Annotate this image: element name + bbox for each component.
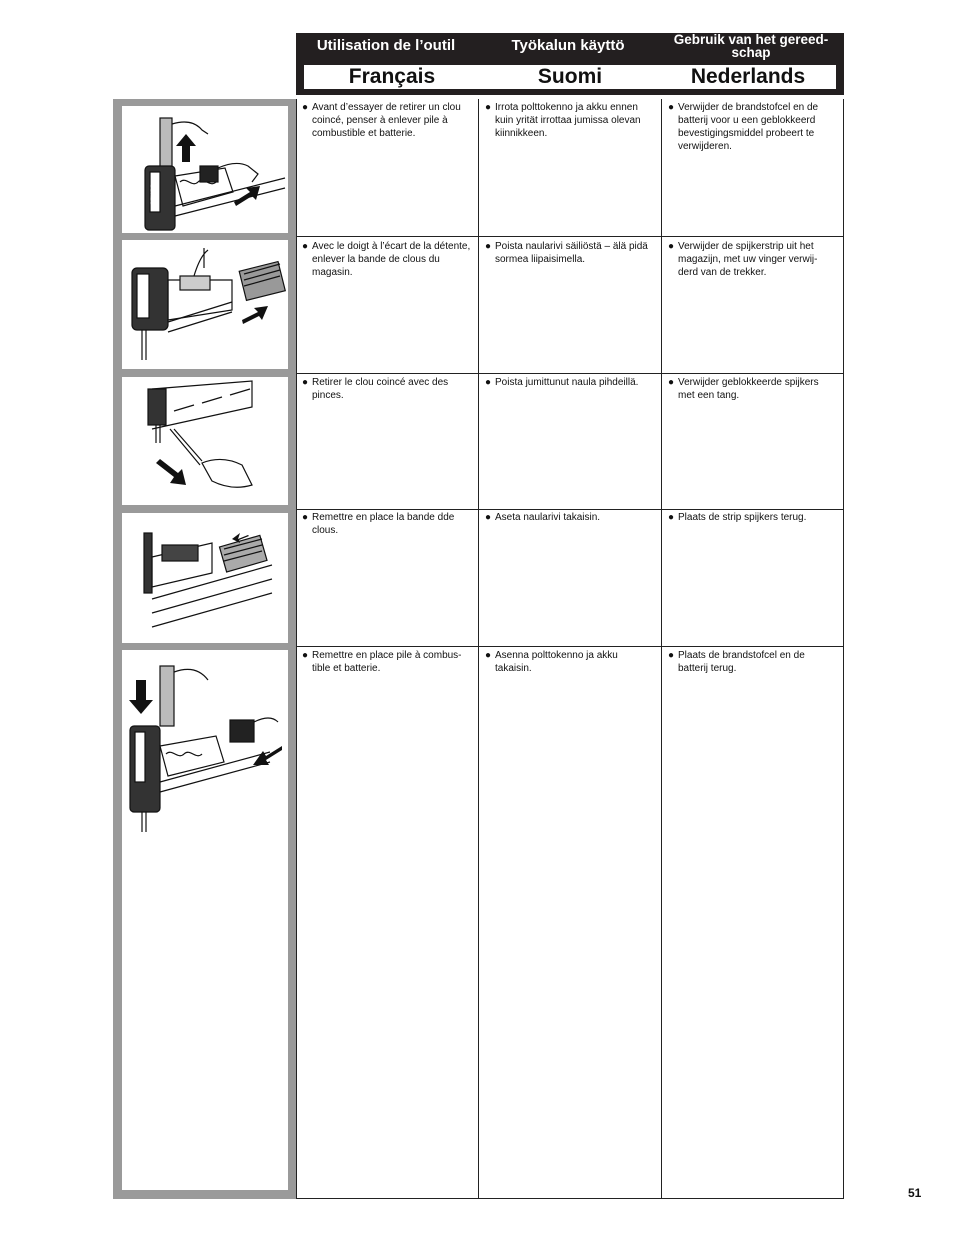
illustration-step-4 [122,513,288,643]
bullet-icon: ● [302,377,309,388]
table-header [296,33,844,95]
step-3-nl: ● Verwijder geblokkeerde spijkers met een tang. [668,377,819,401]
brand-label: SENCO [138,754,144,776]
instruction-table [296,99,844,1199]
step-1-fi: ● Irrota polttokenno ja akku ennen kuin yrität irrottaa jumissa olevan kiinnikkeen. [485,102,641,139]
illustration-column [113,99,296,1199]
step-1-nl: ● Verwijder de brandstofcel en de batterij voor u een geblokkeerd bevestigingsmiddel probeert te verwijderen. [668,102,819,152]
bullet-icon: ● [485,512,492,523]
col-title-fi: Työkalun käyttö [511,37,625,54]
step-3-fi: ● Poista jumittunut naula pihdeillä. [485,377,639,388]
language-band [304,65,836,89]
lang-dutch: Nederlands [690,65,806,88]
illustration-step-5 [122,650,288,1190]
page-number: 51 [908,1186,922,1200]
step-5-fi: ● Asenna polttokenno ja akku takaisin. [485,650,618,674]
lang-french: Français [348,65,436,88]
col-title-nl: Gebruik van het gereed- schap [673,32,829,60]
brand-label: SENCO [151,183,157,205]
bullet-icon: ● [485,102,492,113]
bullet-icon: ● [302,512,309,523]
step-4-nl: ● Plaats de strip spijkers terug. [668,512,807,523]
step-5-fr: ● Remettre en place pile à combus-tible et batterie. [302,650,462,674]
step-4-fr: ● Remettre en place la bande dde clous. [302,512,455,536]
illustration-step-3 [122,377,288,505]
step-1-fr: ● Avant d’essayer de retirer un clou coincé, penser à enlever pile à combustible et batterie. [302,102,461,139]
bullet-icon: ● [302,241,309,252]
bullet-icon: ● [668,650,675,661]
bullet-icon: ● [668,512,675,523]
bullet-icon: ● [668,102,675,113]
col-title-fr: Utilisation de l’outil [316,37,456,54]
bullet-icon: ● [302,102,309,113]
step-3-fr: ● Retirer le clou coincé avec des pinces. [302,377,449,401]
step-2-fr: ● Avec le doigt à l’écart de la détente, enlever la bande de clous du magasin. [302,241,471,278]
bullet-icon: ● [668,377,675,388]
illustration-step-1 [122,106,288,233]
arrow-right-icon [234,186,260,206]
step-4-fi: ● Aseta naularivi takaisin. [485,512,601,523]
lang-finnish: Suomi [537,65,603,88]
step-2-fi: ● Poista naularivi säiliöstä – älä pidä sormea liipaisimella. [485,241,648,265]
bullet-icon: ● [302,650,309,661]
bullet-icon: ● [668,241,675,252]
arrow-up-icon [176,134,196,162]
bullet-icon: ● [485,377,492,388]
arrow-down-right-icon [156,459,186,485]
arrow-down-icon [129,680,153,714]
step-2-nl: ● Verwijder de spijkerstrip uit het magazijn, met uw vinger verwij-derd van de trekker. [668,241,818,278]
step-5-nl: ● Plaats de brandstofcel en de batterij terug. [668,650,805,674]
illustration-step-2 [122,240,288,369]
bullet-icon: ● [485,650,492,661]
bullet-icon: ● [485,241,492,252]
brand-label: SENCO [142,288,148,310]
arrow-right-icon [242,306,268,324]
